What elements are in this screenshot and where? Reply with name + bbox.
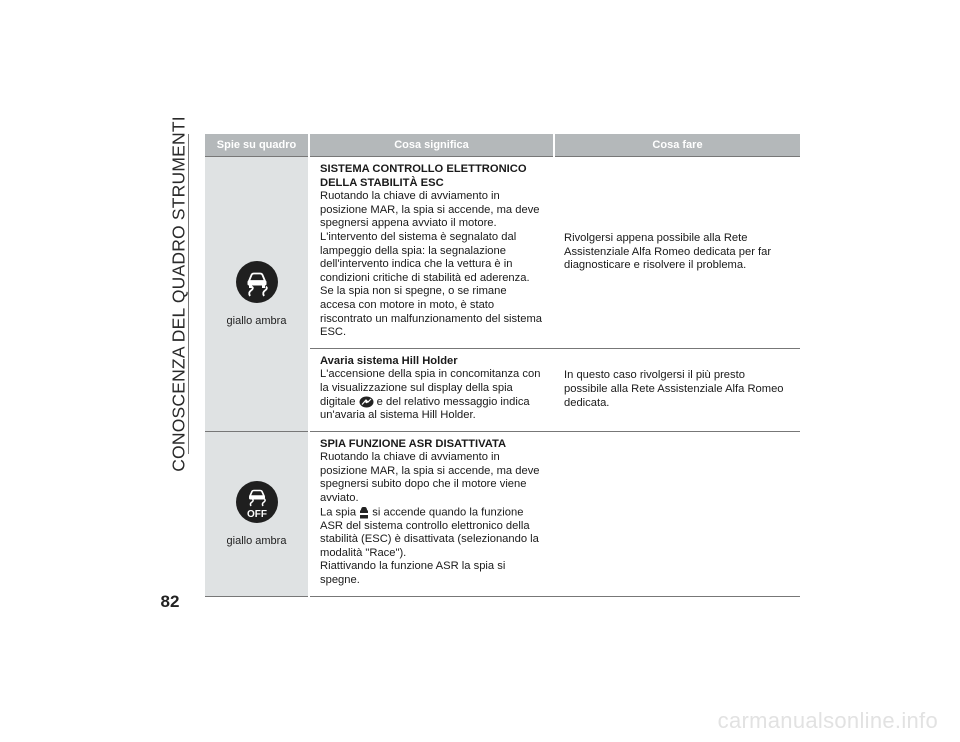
action-cell-esc xyxy=(554,157,800,349)
esc-body: Ruotando la chiave di avviamento in posizione MAR, la spia si accende, ma deve spegnersi appena avviato il motore. L'intervento del sistema è segnalato dal lampeggio della spia: la segnalazione dell'intervento indica che la vettura è in condizioni critiche di stabilità ed aderenza. Se la spia non si spegne, o se rimane accesa con motore in moto, è stato riscontrato un malfunzionamento del sistema ESC. xyxy=(320,190,542,339)
action-cell-hill-holder xyxy=(554,348,800,431)
table-row xyxy=(205,157,800,349)
header-cosa-significa: Cosa significa xyxy=(309,134,554,157)
meaning-cell-hill-holder xyxy=(309,348,554,431)
lamp-caption: giallo ambra xyxy=(226,535,287,548)
meaning-cell-asr xyxy=(309,431,554,596)
table-header-row xyxy=(205,134,800,157)
hill-holder-action: In questo caso rivolgersi il più presto possibile alla Rete Assistenziale Alfa Romeo dedicata. xyxy=(564,369,784,409)
table-row xyxy=(205,431,800,596)
asr-title: SPIA FUNZIONE ASR DISATTIVATA xyxy=(320,437,507,450)
header-spie: Spie su quadro xyxy=(205,134,309,157)
header-cosa-fare: Cosa fare xyxy=(554,134,800,157)
section-title-text: CONOSCENZA DEL QUADRO STRUMENTI xyxy=(168,116,189,472)
asr-body-after: si accende quando la funzione ASR del sistema controllo elettronico della stabilità (ESC) è disattivata (selezionando la modalità "Race"). Riattivando la funzione ASR la spia si spegne. xyxy=(320,506,539,587)
meaning-cell-esc xyxy=(309,157,554,349)
hill-holder-warning-icon xyxy=(359,396,374,408)
warning-lights-table xyxy=(205,134,800,597)
lamp-cell-asr xyxy=(205,431,309,596)
asr-body-before: Ruotando la chiave di avviamento in posizione MAR, la spia si accende, ma deve spegnersi subito dopo che il motore viene avviato. La spia xyxy=(320,451,540,519)
lamp-cell-esc xyxy=(205,157,309,432)
hill-holder-title: Avaria sistema Hill Holder xyxy=(320,354,458,367)
hill-holder-body-before: L'accensione della spia in concomitanza con la visualizzazione sul display della spia digitale xyxy=(320,368,541,408)
watermark: carmanualsonline.info xyxy=(717,708,938,733)
page-number: 82 xyxy=(160,592,180,611)
asr-off-icon xyxy=(235,480,279,524)
lamp-caption: giallo ambra xyxy=(226,315,287,328)
asr-off-label: OFF xyxy=(246,509,267,521)
asr-off-small-icon xyxy=(359,506,369,519)
esc-title: SISTEMA CONTROLLO ELETTRONICO DELLA STABILITÀ ESC xyxy=(320,163,527,189)
esc-action: Rivolgersi appena possibile alla Rete Assistenziale Alfa Romeo dedicata per far diagnosticare e risolvere il problema. xyxy=(564,231,772,272)
esc-skid-icon xyxy=(235,260,279,304)
section-divider xyxy=(188,134,189,454)
hill-holder-body-after: e del relativo messaggio indica un'avaria al sistema Hill Holder. xyxy=(320,395,530,422)
action-cell-asr xyxy=(554,431,800,596)
